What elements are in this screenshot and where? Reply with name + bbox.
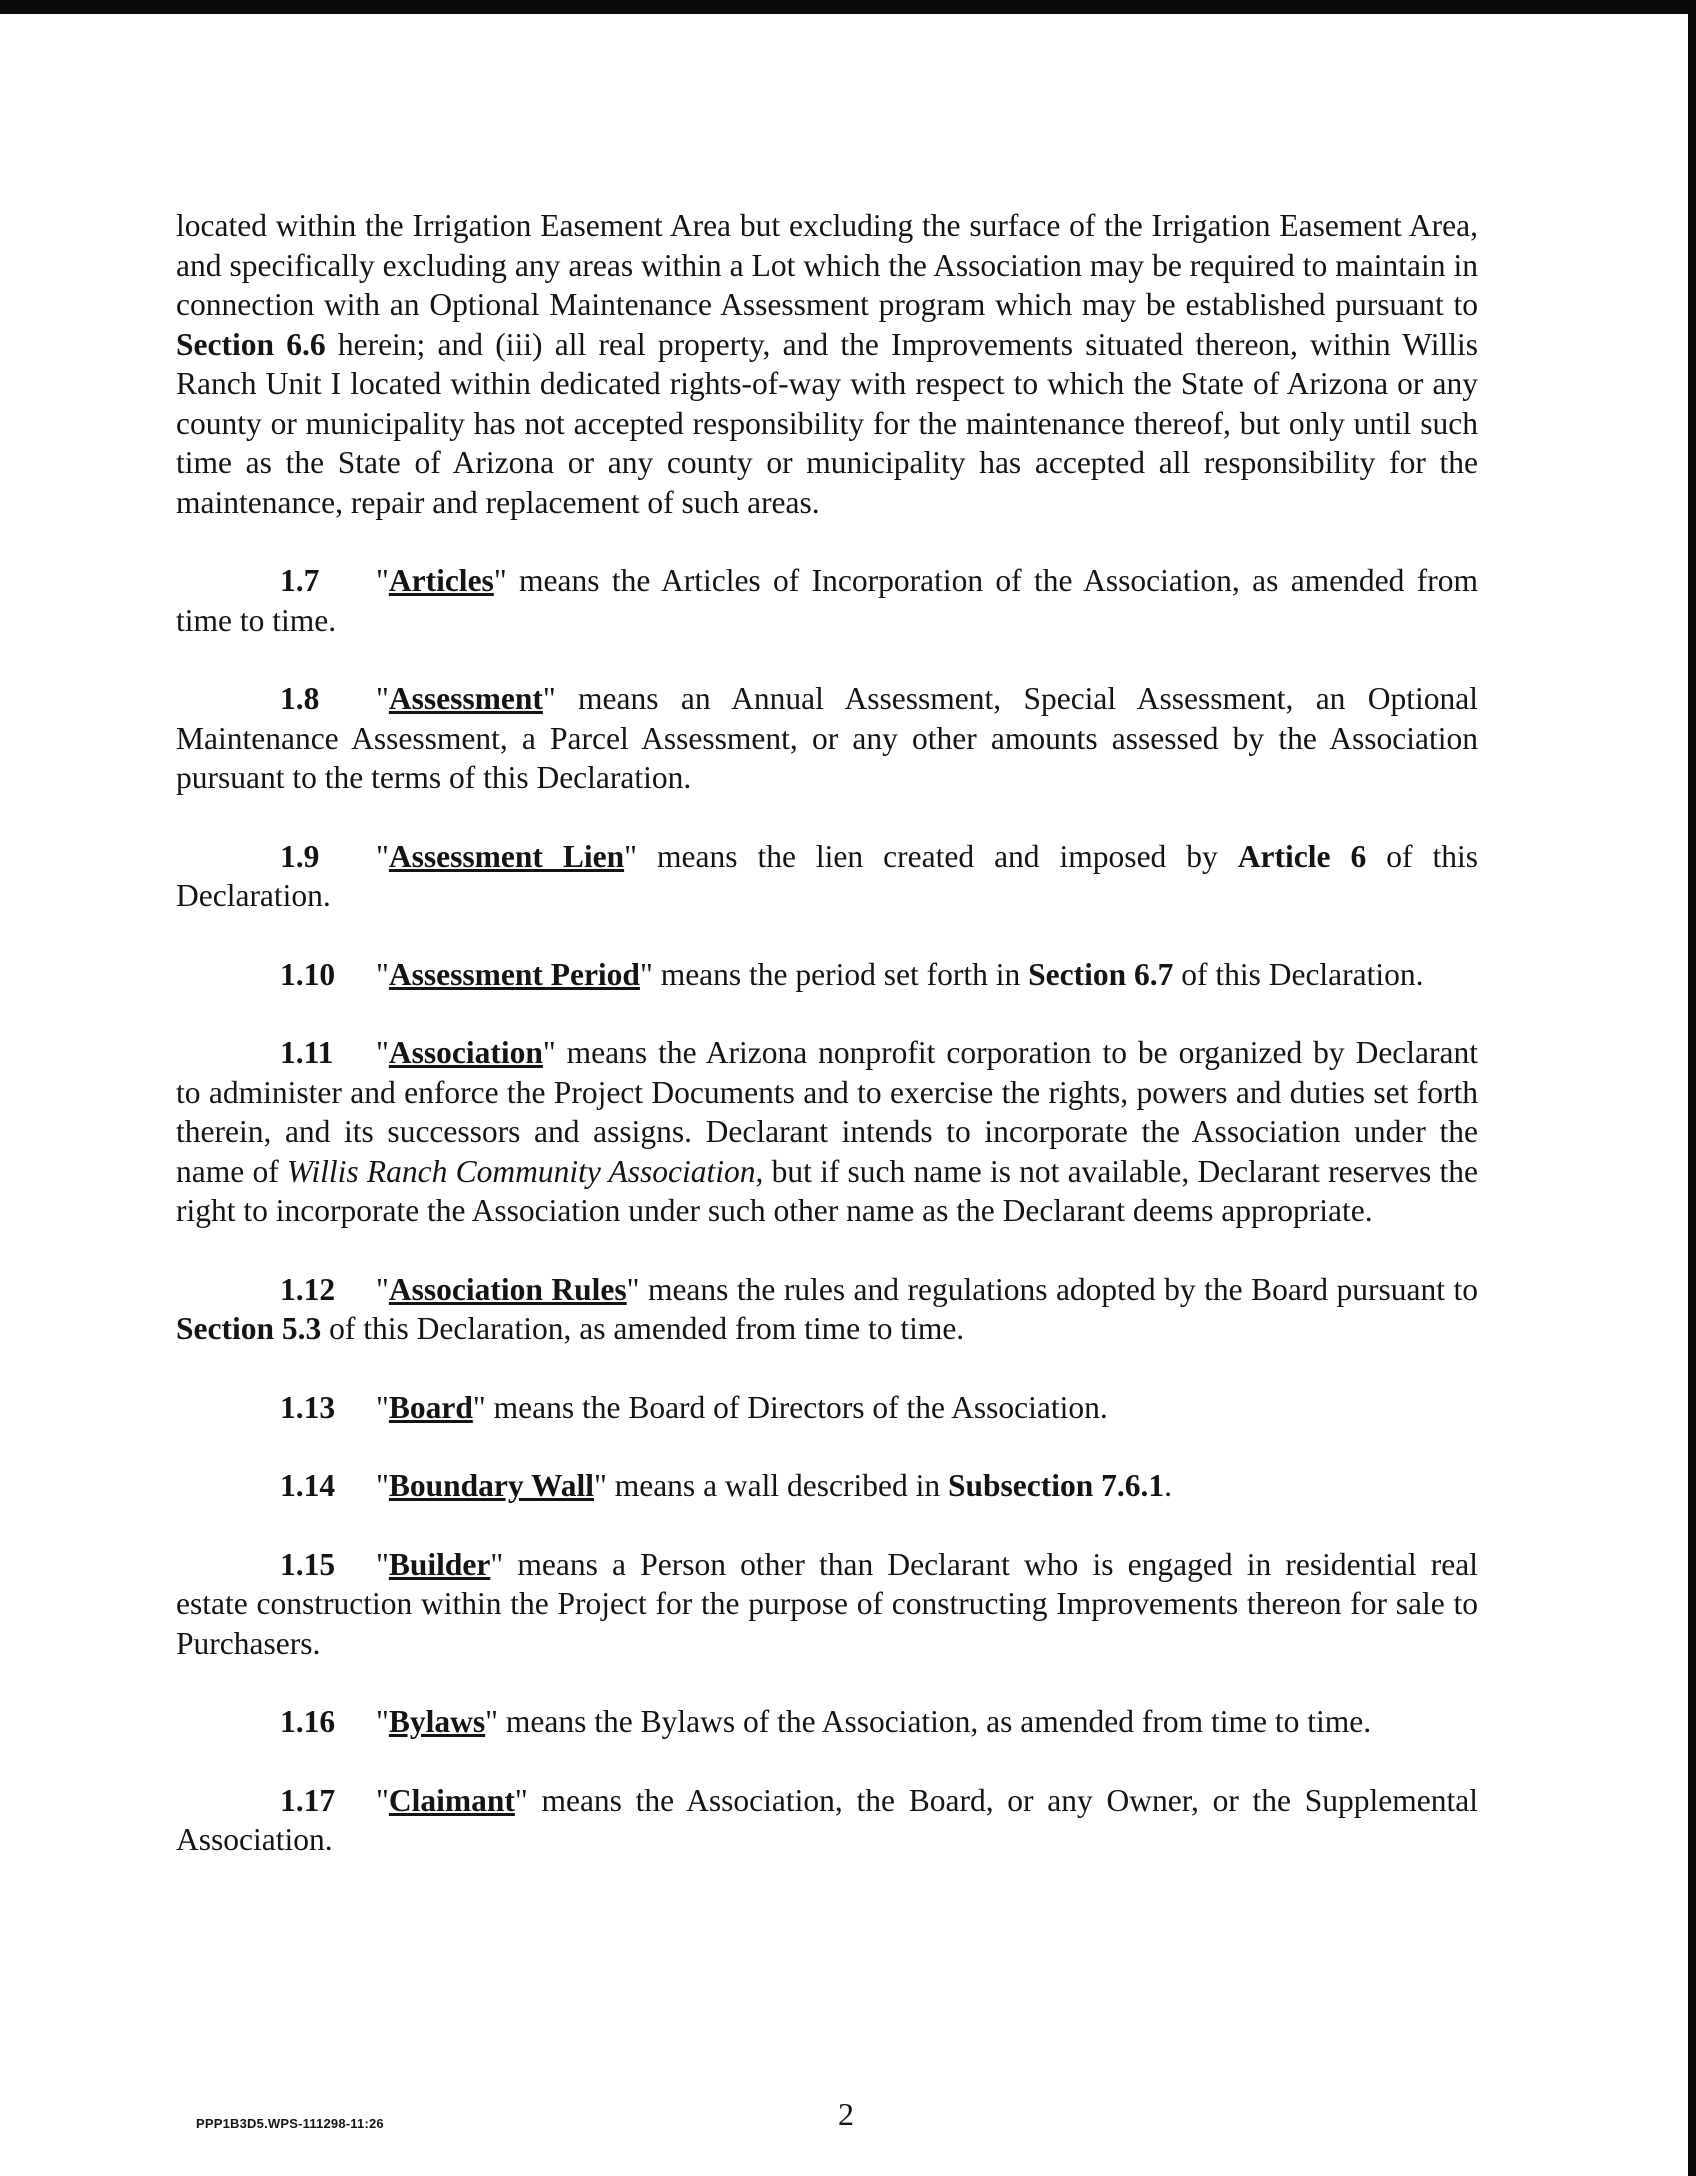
definition-tail: . [1164, 1468, 1173, 1503]
section-reference: Section 6.6 [176, 326, 326, 362]
intro-text: located within the Irrigation Easement Area but excluding the surface of the Irrigation Easement Area, and specifically excluding any areas within a Lot which the Association may be required to maintain in connection with an Optional Maintenance Assessment program which may be established pursuant to [176, 208, 1478, 322]
defined-term: Association Rules [388, 1271, 627, 1307]
defined-term: Claimant [388, 1782, 515, 1818]
defined-term: Assessment Period [388, 956, 640, 992]
definition-number: 1.11 [280, 1035, 334, 1070]
defined-term: Board [388, 1389, 473, 1425]
section-reference: Section 6.7 [1028, 956, 1174, 992]
page-number: 2 [838, 2096, 854, 2132]
definition-body: means the period set forth in [652, 956, 1029, 992]
definition-tail: but if such name is not available, Declarant reserves the right to incorporate the Association under such other name as the Declarant deems appropriate. [176, 1153, 1478, 1228]
definition-body: means the Bylaws of the Association, as amended from time to time. [498, 1704, 1372, 1739]
defined-term: Assessment [388, 681, 543, 716]
article-reference: Article 6 [1237, 838, 1367, 874]
definition-1-8: 1.8 "Assessment" means an Annual Assessment, Special Assessment, an Optional Maintenance Assessment, a Parcel Assessment, or any other amounts assessed by the Association pursuant to the terms of this Declaration. [176, 681, 1478, 795]
definition-number: 1.17 [280, 1782, 336, 1818]
definition-number: 1.10 [280, 956, 336, 992]
definition-tail: of this Declaration, as amended from time to time. [321, 1311, 965, 1346]
subsection-reference: Subsection 7.6.1 [947, 1468, 1165, 1503]
defined-term: Boundary Wall [388, 1468, 594, 1503]
scan-top-edge [0, 0, 1696, 14]
definition-body: means an Annual Assessment, Special Assessment, an Optional Maintenance Assessment, a Parcel Assessment, or any other amounts assessed by the Association pursuant to the terms of this Declaration. [176, 681, 1478, 795]
definition-number: 1.12 [280, 1271, 336, 1307]
definition-1-16: 1.16 "Bylaws" means the Bylaws of the Association, as amended from time to time. [176, 1702, 1478, 1742]
definition-1-14: 1.14 "Boundary Wall" means a wall described in Subsection 7.6.1. [176, 1466, 1478, 1506]
definition-number: 1.7 [280, 563, 320, 598]
defined-term: Bylaws [388, 1704, 486, 1739]
definition-body: means a wall described in [606, 1468, 948, 1503]
definition-number: 1.9 [280, 838, 320, 874]
definition-1-12: 1.12 "Association Rules" means the rules and regulations adopted by the Board pursuant to Section 5.3 of this Declaration, as amended from time to time. [176, 1271, 1478, 1346]
defined-term: Articles [388, 563, 494, 598]
intro-paragraph [176, 206, 1478, 522]
scan-right-edge [1688, 0, 1696, 2176]
defined-term: Assessment Lien [388, 838, 625, 874]
defined-term: Association [388, 1035, 543, 1070]
definition-body: means the lien created and imposed by [636, 838, 1238, 874]
definition-1-10: 1.10 "Assessment Period" means the period set forth in Section 6.7 of this Declaration. [176, 955, 1478, 995]
section-reference: Section 5.3 [176, 1311, 322, 1346]
definition-1-7: 1.7 "Articles" means the Articles of Incorporation of the Association, as amended from time to time. [176, 563, 1478, 638]
definition-body: means the Arizona nonprofit corporation to be organized by Declarant to administer and enforce the Project Documents and to exercise the rights, powers and duties set forth therein, and its successors and assigns. Declarant intends to incorporate the Association under the name of [176, 1035, 1478, 1189]
definition-body: means a Person other than Declarant who is engaged in residential real estate construction within the Project for the purpose of constructing Improvements thereon for sale to Purchasers. [176, 1546, 1478, 1661]
document-code: PPP1B3D5.WPS-111298-11:26 [196, 2116, 384, 2131]
definition-body: means the Articles of Incorporation of the Association, as amended from time to time. [176, 563, 1478, 638]
definition-tail: of this Declaration. [1173, 956, 1424, 992]
definition-1-9: 1.9 "Assessment Lien" means the lien created and imposed by Article 6 of this Declaration. [176, 838, 1478, 913]
intro-text-continued: herein; and (iii) all real property, and the Improvements situated thereon, within Willis Ranch Unit I located within dedicated rights-of-way with respect to which the State of Arizona or any county or municipality has not accepted responsibility for the maintenance thereof, but only until such time as the State of Arizona or any county or municipality has accepted all responsibility for the maintenance, repair and replacement of such areas. [176, 326, 1478, 520]
definition-number: 1.16 [280, 1704, 336, 1739]
definition-tail: of this Declaration. [176, 838, 1478, 913]
definition-1-17: 1.17 "Claimant" means the Association, the Board, or any Owner, or the Supplemental Association. [176, 1782, 1478, 1857]
definition-number: 1.8 [280, 681, 320, 716]
definition-number: 1.14 [280, 1468, 336, 1503]
definition-number: 1.13 [280, 1389, 336, 1425]
definition-1-11: 1.11 "Association" means the Arizona nonprofit corporation to be organized by Declarant to administer and enforce the Project Documents and to exercise the rights, powers and duties set forth therein, and its successors and assigns. Declarant intends to incorporate the Association under the name of Willis Ranch Community Association, but if such name is not available, Declarant reserves the right to incorporate the Association under such other name as the Declarant deems appropriate. [176, 1035, 1478, 1228]
definition-body: means the Board of Directors of the Association. [485, 1389, 1108, 1425]
defined-term: Builder [388, 1546, 491, 1582]
association-name: Willis Ranch Community Association, [286, 1153, 764, 1189]
definition-body: means the rules and regulations adopted by the Board pursuant to [639, 1271, 1478, 1307]
definition-number: 1.15 [280, 1546, 336, 1582]
definition-1-15: 1.15 "Builder" means a Person other than Declarant who is engaged in residential real estate construction within the Project for the purpose of constructing Improvements thereon for sale to Purchasers. [176, 1546, 1478, 1661]
document-page [176, 206, 1478, 1899]
definition-1-13: 1.13 "Board" means the Board of Directors of the Association. [176, 1388, 1478, 1428]
definition-body: means the Association, the Board, or any Owner, or the Supplemental Association. [176, 1782, 1478, 1857]
